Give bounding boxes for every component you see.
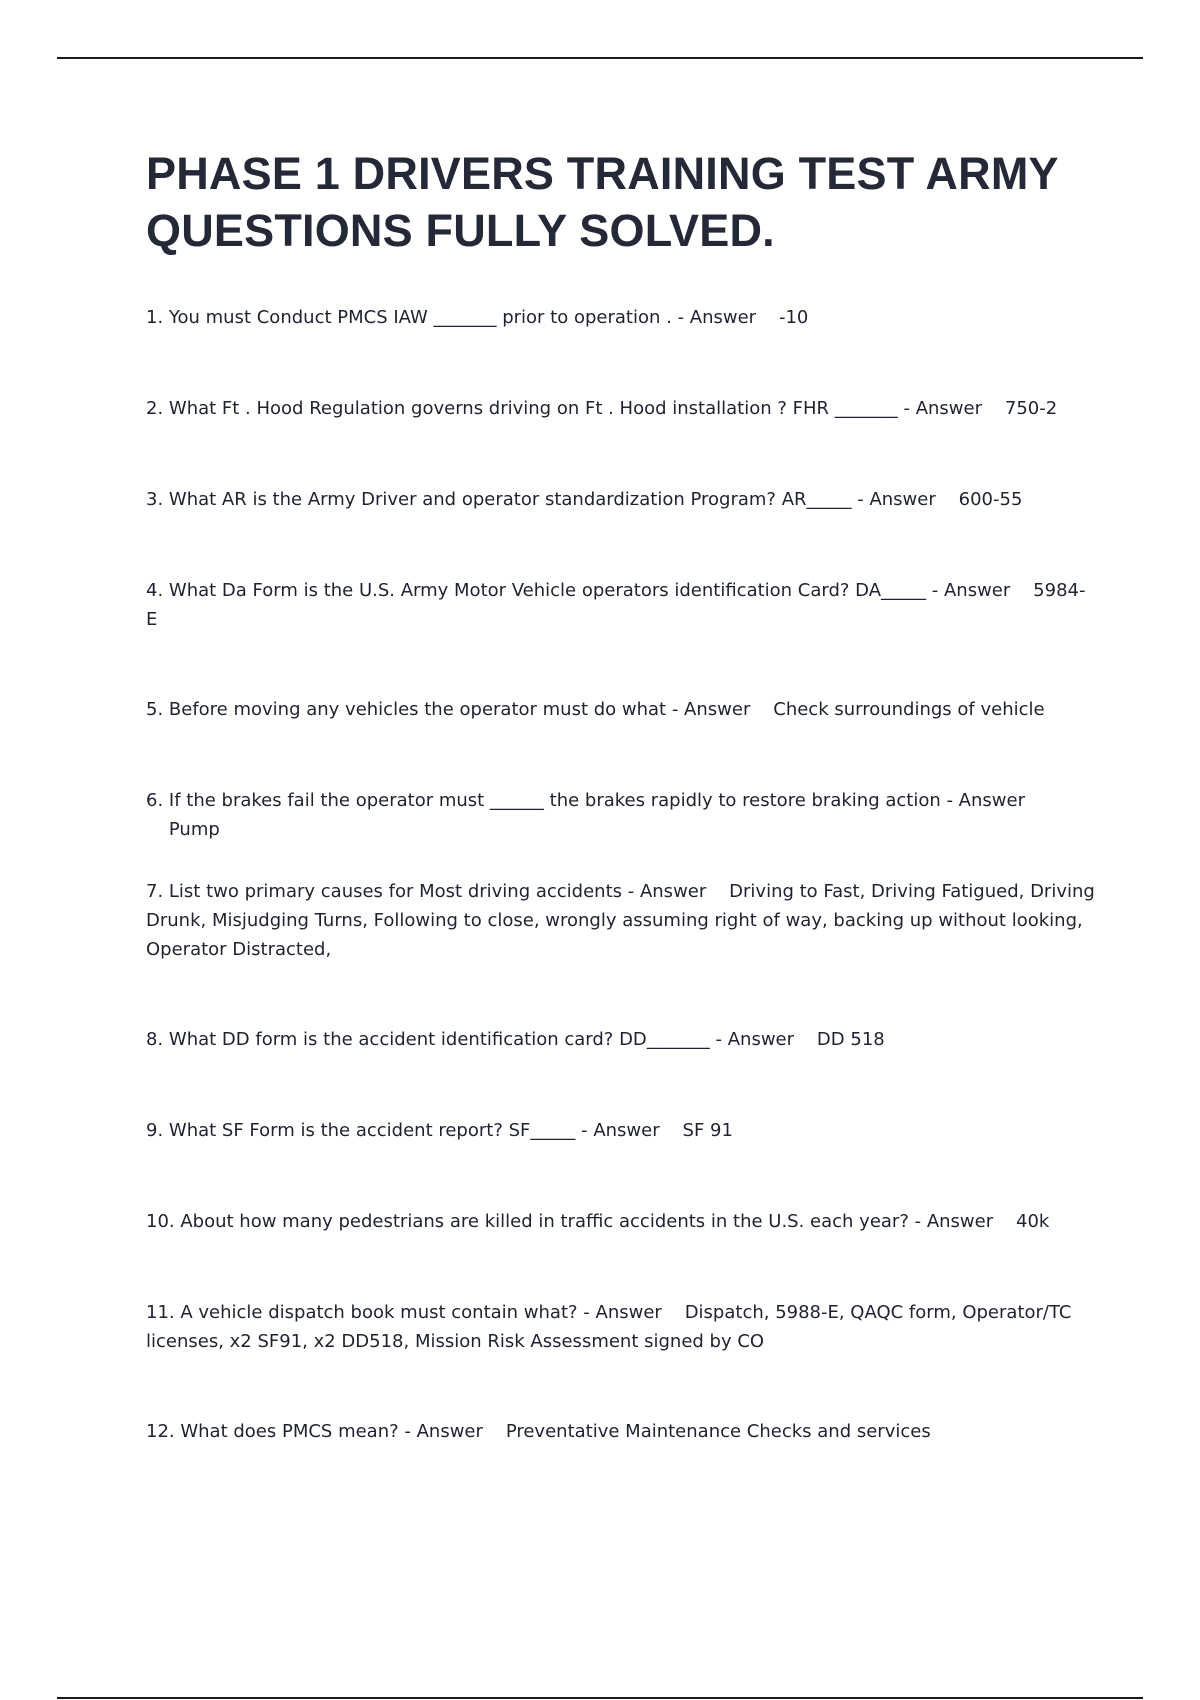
answer-text: 750-2 [1004,398,1058,419]
question-item [146,303,1096,332]
question-text: 5. Before moving any vehicles the operator must do what - Answer [146,699,751,720]
question-item [146,1417,1096,1446]
question-text: 10. About how many pedestrians are killed in traffic accidents in the U.S. each year? - Answer [146,1211,994,1232]
question-item [146,877,1096,964]
question-text: 4. What Da Form is the U.S. Army Motor Vehicle operators identification Card? DA_____ - Answer [146,580,1011,601]
question-text: 6. If the brakes fail the operator must ______ the brakes rapidly to restore braking action - Answer [146,790,1025,811]
question-item [146,1025,1096,1054]
answer-text: 40k [1016,1211,1050,1232]
answer-text: SF 91 [682,1120,733,1141]
answer-text: Pump [168,819,220,840]
bottom-rule [57,1697,1143,1699]
question-item [146,576,1096,634]
top-rule [57,57,1143,59]
answer-text: DD 518 [816,1029,885,1050]
question-text: 7. List two primary causes for Most driving accidents - Answer [146,881,707,902]
question-item [146,1116,1096,1145]
question-text: 3. What AR is the Army Driver and operator standardization Program? AR_____ - Answer [146,489,936,510]
question-text: 9. What SF Form is the accident report? SF_____ - Answer [146,1120,660,1141]
answer-text: Check surroundings of vehicle [773,699,1045,720]
question-item [146,485,1096,514]
question-item [146,394,1096,423]
question-item [146,1207,1096,1236]
question-text: 11. A vehicle dispatch book must contain what? - Answer [146,1302,662,1323]
answer-text: 600-55 [958,489,1023,510]
answer-text: 5984-E [146,580,1086,630]
question-item [146,695,1096,724]
question-item [146,1298,1096,1356]
answer-text: Driving to Fast, Driving Fatigued, Driving Drunk, Misjudging Turns, Following to close, wrongly assuming right of way, backing up without looking, Operator Distracted, [146,881,1095,960]
document-title: PHASE 1 DRIVERS TRAINING TEST ARMY QUESTIONS FULLY SOLVED. [146,148,1058,256]
question-text: 8. What DD form is the accident identification card? DD_______ - Answer [146,1029,795,1050]
question-text: 2. What Ft . Hood Regulation governs driving on Ft . Hood installation ? FHR _______ - Answer [146,398,982,419]
question-item [146,786,1096,844]
answer-text: Dispatch, 5988-E, QAQC form, Operator/TC licenses, x2 SF91, x2 DD518, Mission Risk Assessment signed by CO [146,1302,1072,1352]
question-text: 1. You must Conduct PMCS IAW _______ prior to operation . - Answer [146,307,757,328]
answer-text: -10 [778,307,809,328]
document-page [146,145,1096,1442]
answer-text: Preventative Maintenance Checks and services [505,1421,931,1442]
question-text: 12. What does PMCS mean? - Answer [146,1421,483,1442]
